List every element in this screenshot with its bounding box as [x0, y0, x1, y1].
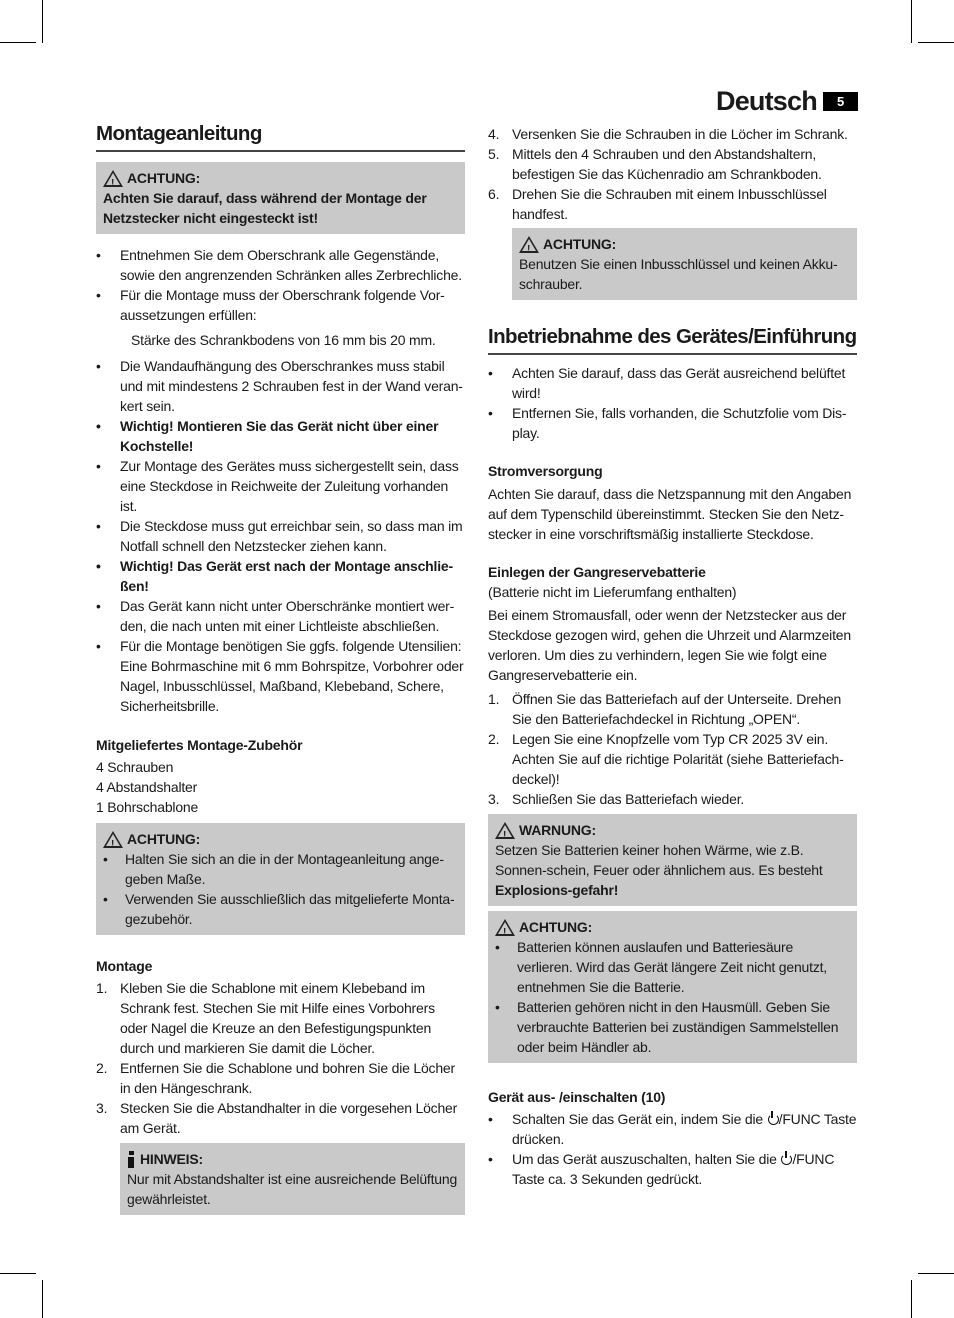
list-item: 2. Entfernen Sie die Schablone und bohren Sie die Löcher in den Hängeschrank.	[96, 1060, 455, 1096]
numbered-list	[96, 978, 465, 1138]
warning-box-2	[96, 823, 465, 935]
warning-label: ACHTUNG:	[127, 831, 201, 847]
list-item: 1. Öffnen Sie das Batteriefach auf der Unterseite. Drehen Sie den Batteriefachdeckel in Richtung „OPEN“.	[488, 691, 842, 727]
list-item: • Um das Gerät auszuschalten, halten Sie die /FUNC Taste ca. 3 Sekunden gedrückt.	[488, 1149, 857, 1189]
bullet-list	[96, 356, 465, 716]
list-item: • Die Wandaufhängung des Oberschrankes muss stabil und mit mindestens 2 Schrauben fest in der Wand veran-kert sein.	[96, 356, 465, 416]
crop-mark	[918, 1273, 954, 1274]
warning-box-4	[488, 814, 857, 906]
warning-box-5	[488, 911, 857, 1063]
language-header: Deutsch	[716, 86, 817, 116]
list-item: • Das Gerät kann nicht unter Oberschränke montiert wer-den, die nach unten mit einer Lichtleiste abschließen.	[96, 596, 465, 636]
left-column	[96, 122, 465, 1215]
list-item: • Halten Sie sich an die in der Montageanleitung ange-geben Maße.	[103, 849, 458, 889]
onoff-heading: Gerät aus- /einschalten (10)	[488, 1089, 666, 1105]
crop-mark	[0, 42, 36, 43]
warning-label: ACHTUNG:	[543, 236, 617, 252]
numbered-list	[488, 124, 857, 224]
battery-heading: Einlegen der Gangreservebatterie	[488, 564, 706, 580]
list-item: 2. Legen Sie eine Knopfzelle vom Typ CR 2025 3V ein. Achten Sie auf die richtige Polarität (siehe Batteriefach-deckel)!	[488, 731, 844, 787]
list-item: • Für die Montage muss der Oberschrank folgende Vor-aussetzungen erfüllen:	[96, 285, 465, 325]
warning-text: Benutzen Sie einen Inbusschlüssel und keinen Akku-schrauber.	[519, 256, 838, 292]
list-item: 3. Stecken Sie die Abstandhalter in die vorgesehen Löcher am Gerät.	[96, 1100, 458, 1136]
section-title-montage: Montageanleitung	[96, 122, 465, 152]
info-icon	[127, 1151, 135, 1168]
bullet-list	[96, 245, 465, 325]
warning-text: Setzen Sie Batterien keiner hohen Wärme, wie z.B. Sonnen-schein, Feuer oder ähnlichem aus. Es besteht Explosions-gefahr!	[495, 842, 823, 898]
list-item: • Verwenden Sie ausschließlich das mitgelieferte Monta-gezubehör.	[103, 889, 458, 929]
page-number: 5	[823, 92, 858, 111]
list-item: • Batterien gehören nicht in den Hausmüll. Geben Sie verbrauchte Batterien bei zuständigen Sammelstellen oder beim Händler ab.	[495, 997, 850, 1057]
crop-mark	[918, 42, 954, 43]
power-supply-text: Achten Sie darauf, dass die Netzspannung mit den Angaben auf dem Typenschild übereinstimmt. Stecken Sie den Netz-stecker in eine vorschriftsmäßig installierte Steckdose.	[488, 486, 852, 542]
note-box	[120, 1143, 465, 1215]
list-item: • Batterien können auslaufen und Batteriesäure verlieren. Wird das Gerät längere Zeit nicht genutzt, entnehmen Sie die Batterie.	[495, 937, 850, 997]
list-item: • Wichtig! Das Gerät erst nach der Montage anschlie-ßen!	[96, 556, 465, 596]
power-icon	[768, 1114, 779, 1125]
battery-text: Bei einem Stromausfall, oder wenn der Netzstecker aus der Steckdose gezogen wird, gehen die Uhrzeit und Alarmzeiten verloren. Um dies zu verhindern, legen Sie wie folgt eine Gangreservebatterie ein.	[488, 607, 851, 683]
warning-label: ACHTUNG:	[127, 170, 201, 186]
list-item: 1. Kleben Sie die Schablone mit einem Klebeband im Schrank fest. Stechen Sie mit Hilfe eines Vorbohrers oder Nagel die Kreuze an den Befestigungspunkten durch und markieren Sie damit die Löcher.	[96, 980, 435, 1056]
warning-icon	[495, 822, 515, 839]
accessory-item: 1 Bohrschablone	[96, 799, 199, 815]
section-title-inbetriebnahme: Inbetriebnahme des Gerätes/Einführung	[488, 325, 857, 355]
warning-icon	[495, 919, 515, 936]
power-supply-heading: Stromversorgung	[488, 463, 603, 479]
list-item: • Für die Montage benötigen Sie ggfs. folgende Utensilien: Eine Bohrmaschine mit 6 mm Bohrspitze, Vorbohrer oder Nagel, Inbusschlüssel, Maßband, Klebeband, Schere, Sicherheitsbrille.	[96, 636, 465, 716]
right-column	[488, 124, 857, 1189]
list-item: 4. Versenken Sie die Schrauben in die Löcher im Schrank.	[488, 126, 848, 142]
crop-mark	[0, 1273, 36, 1274]
list-item: 6. Drehen Sie die Schrauben mit einem Inbusschlüssel handfest.	[488, 186, 827, 222]
warning-label: ACHTUNG:	[519, 919, 593, 935]
bullet-list	[488, 1109, 857, 1189]
note-label: HINWEIS:	[140, 1151, 203, 1167]
crop-mark	[42, 0, 43, 43]
list-item: • Entnehmen Sie dem Oberschrank alle Gegenstände, sowie den angrenzenden Schränken alles Zerbrechliche.	[96, 245, 465, 285]
indent-text: Stärke des Schrankbodens von 16 mm bis 20 mm.	[131, 332, 436, 348]
warning-box-3	[512, 228, 857, 300]
warning-icon	[103, 170, 123, 187]
battery-subheading: (Batterie nicht im Lieferumfang enthalten)	[488, 584, 737, 600]
bullet-list	[488, 363, 857, 443]
list-item: • Entfernen Sie, falls vorhanden, die Schutzfolie vom Dis-play.	[488, 403, 857, 443]
accessories-heading: Mitgeliefertes Montage-Zubehör	[96, 737, 303, 753]
numbered-list	[488, 689, 857, 809]
warning-label: WARNUNG:	[519, 822, 596, 838]
list-item: • Wichtig! Montieren Sie das Gerät nicht über einer Kochstelle!	[96, 416, 465, 456]
list-item: 5. Mittels den 4 Schrauben und den Abstandshaltern, befestigen Sie das Küchenradio am Schrankboden.	[488, 146, 822, 182]
accessory-item: 4 Schrauben	[96, 759, 174, 775]
montage-heading: Montage	[96, 958, 153, 974]
warning-icon	[519, 236, 539, 253]
crop-mark	[42, 1280, 43, 1318]
warning-text: Achten Sie darauf, dass während der Montage der Netzstecker nicht eingesteckt ist!	[103, 190, 427, 226]
note-text: Nur mit Abstandshalter ist eine ausreichende Belüftung gewährleistet.	[127, 1171, 458, 1207]
warning-box-1	[96, 162, 465, 234]
warning-icon	[103, 831, 123, 848]
power-icon	[781, 1154, 792, 1165]
crop-mark	[911, 0, 912, 43]
crop-mark	[911, 1280, 912, 1318]
list-item: • Schalten Sie das Gerät ein, indem Sie die /FUNC Taste drücken.	[488, 1109, 857, 1149]
list-item: • Achten Sie darauf, dass das Gerät ausreichend belüftet wird!	[488, 363, 857, 403]
list-item: • Zur Montage des Gerätes muss sichergestellt sein, dass eine Steckdose in Reichweite der Zuleitung vorhanden ist.	[96, 456, 465, 516]
accessory-item: 4 Abstandshalter	[96, 779, 198, 795]
list-item: • Die Steckdose muss gut erreichbar sein, so dass man im Notfall schnell den Netzstecker ziehen kann.	[96, 516, 465, 556]
list-item: 3. Schließen Sie das Batteriefach wieder.	[488, 791, 745, 807]
